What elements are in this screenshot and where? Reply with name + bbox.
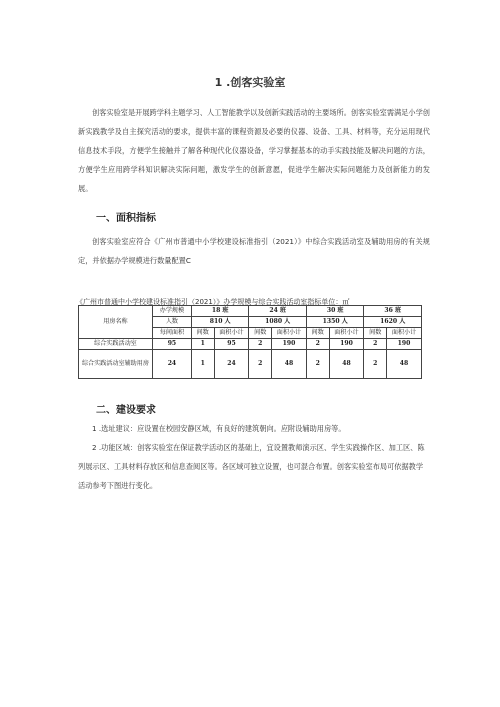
row-per-area: 95 bbox=[152, 339, 191, 350]
section1-paragraph: 创客实验室应符合《广州市普通中小学校建设标准指引（2021）》中综合实践活动室及辅助用房的有关规定，并依据办学规模进行数量配置C bbox=[78, 237, 430, 265]
count-label: 间数 bbox=[249, 328, 272, 339]
table-cell: 2 bbox=[306, 339, 329, 350]
count-label: 间数 bbox=[191, 328, 214, 339]
subtotal-label: 面积小计 bbox=[387, 328, 422, 339]
room-name-header: 用房名称 bbox=[79, 306, 153, 339]
intro-paragraph: 创客实验室是开展跨学科主题学习、人工智能教学以及创新实践活动的主要场所。创客实验室需满足小学创新实践教学及自主探究活动的要求，提供丰富的课程资源及必要的仪器、设备、工具、材料等，充分运用现代信息技术手段，方便学生接触并了解各种现代化仪器设备，学习掌握基本的动手实践技能及解决问题的方法，方便学生应用跨学科知识解决实际问题，激发学生的创新意愿，促进学生解决实际问题能力及创新能力的发展。 bbox=[78, 108, 430, 193]
table-cell: 48 bbox=[387, 350, 422, 379]
row-name: 综合实践活动室辅助用房 bbox=[79, 350, 153, 379]
subtotal-label: 面积小计 bbox=[214, 328, 249, 339]
people-1080: 1080 人 bbox=[249, 317, 307, 328]
scale-label: 办学规模 bbox=[152, 306, 191, 317]
class-36: 36 班 bbox=[364, 306, 422, 317]
class-30: 30 班 bbox=[306, 306, 364, 317]
table-row bbox=[79, 350, 422, 379]
class-24: 24 班 bbox=[249, 306, 307, 317]
table-cell: 190 bbox=[272, 339, 307, 350]
class-18: 18 班 bbox=[191, 306, 249, 317]
people-label: 人数 bbox=[152, 317, 191, 328]
table-cell: 190 bbox=[387, 339, 422, 350]
table-cell: 2 bbox=[249, 350, 272, 379]
people-1620: 1620 人 bbox=[364, 317, 422, 328]
table-cell: 48 bbox=[272, 350, 307, 379]
table-cell: 1 bbox=[191, 350, 214, 379]
table-cell: 2 bbox=[364, 339, 387, 350]
per-area-label: 每间面积 bbox=[152, 328, 191, 339]
subtotal-label: 面积小计 bbox=[329, 328, 364, 339]
people-1350: 1350 人 bbox=[306, 317, 364, 328]
table-cell: 2 bbox=[306, 350, 329, 379]
page-title: 1 .创客实验室 bbox=[214, 76, 286, 89]
table-caption: 《广州市普通中小学校建设标准指引（2021）》办学规模与综合实践活动室指标单位：㎡ bbox=[76, 298, 350, 306]
people-810: 810 人 bbox=[191, 317, 249, 328]
table-cell: 2 bbox=[249, 339, 272, 350]
row-per-area: 24 bbox=[152, 350, 191, 379]
table-cell: 95 bbox=[214, 339, 249, 350]
requirement-item-2: 2 .功能区域：创客实验室在保证教学活动区的基础上，宜设置教师演示区、学生实践操作区、加工区、陈列展示区、工具材料存放区和信息查阅区等。各区域可独立设置，也可混合布置。创客实验室布局可依据教学活动参考下图进行变化。 bbox=[78, 443, 425, 490]
table-cell: 1 bbox=[191, 339, 214, 350]
requirement-item-1: 1 .选址建议：应设置在校园安静区域，有良好的建筑朝向。应附设辅助用房等。 bbox=[92, 424, 346, 433]
area-index-table bbox=[78, 305, 422, 379]
table-row bbox=[79, 339, 422, 350]
row-name: 综合实践活动室 bbox=[79, 339, 153, 350]
count-label: 间数 bbox=[306, 328, 329, 339]
table-cell: 48 bbox=[329, 350, 364, 379]
table-cell: 24 bbox=[214, 350, 249, 379]
subtotal-label: 面积小计 bbox=[272, 328, 307, 339]
table-header-row-scale bbox=[79, 306, 422, 317]
section2-heading: 二、建设要求 bbox=[96, 405, 156, 416]
section1-heading: 一、面积指标 bbox=[96, 213, 156, 224]
table-cell: 2 bbox=[364, 350, 387, 379]
count-label: 间数 bbox=[364, 328, 387, 339]
table-cell: 190 bbox=[329, 339, 364, 350]
